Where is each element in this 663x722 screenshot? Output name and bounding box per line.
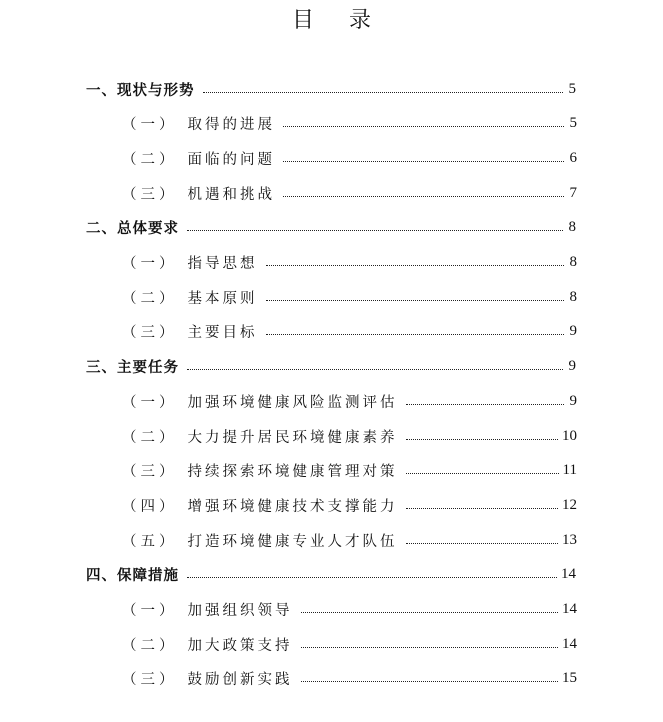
toc-entry-label (122, 287, 258, 308)
toc-entry-number: （三） (122, 672, 178, 689)
toc-entry-text: 指导思想 (187, 256, 258, 272)
toc-subsection-entry[interactable] (122, 178, 577, 208)
dot-leader (406, 543, 559, 544)
toc-entry-label (122, 391, 398, 412)
toc-page-number: 5 (568, 80, 576, 97)
dot-leader (301, 681, 559, 682)
dot-leader (266, 334, 565, 335)
toc-entry-number: （四） (122, 498, 178, 515)
toc-entry-number: （一） (122, 603, 178, 619)
toc-entry-label (86, 79, 195, 100)
toc-entry-text: 增强环境健康技术支撑能力 (187, 498, 398, 515)
toc-subsection-entry[interactable] (122, 629, 577, 659)
toc-entry-text: 加强环境健康风险监测评估 (187, 394, 398, 411)
toc-entry-text: 基本原则 (187, 290, 258, 307)
toc-page-number: 14 (562, 635, 577, 652)
toc-subsection-entry[interactable] (122, 282, 577, 312)
toc-subsection-entry[interactable] (122, 595, 577, 625)
dot-leader (283, 126, 564, 127)
toc-page-number: 12 (562, 496, 577, 513)
toc-entry-label (122, 183, 275, 204)
toc-entry-number: （二） (122, 151, 178, 168)
toc-entry-number: （三） (122, 464, 178, 481)
toc-subsection-entry[interactable] (122, 143, 577, 173)
toc-entry-label (122, 599, 293, 620)
toc-page-number: 8 (569, 254, 577, 270)
toc-subsection-entry[interactable] (122, 664, 577, 694)
toc-subsection-entry[interactable] (122, 317, 577, 347)
toc-section-entry[interactable] (86, 352, 576, 382)
toc-entry-label (122, 321, 258, 342)
toc-entry-number: （二） (122, 290, 178, 307)
toc-page-number: 15 (562, 670, 577, 687)
toc-page-number: 6 (569, 149, 577, 166)
toc-page-number: 7 (569, 184, 577, 201)
toc-entry-number: （二） (122, 637, 178, 654)
toc-entry-label (122, 426, 398, 447)
dot-leader (266, 300, 565, 301)
dot-leader (301, 647, 559, 648)
toc-subsection-entry[interactable] (122, 456, 577, 486)
toc-subsection-entry[interactable] (122, 525, 577, 555)
toc-entry-text: 三、主要任务 (86, 360, 179, 377)
toc-entry-text: 四、保障措施 (86, 568, 179, 585)
toc-entry-text: 大力提升居民环境健康素养 (187, 429, 398, 446)
toc-entry-number: （三） (122, 325, 178, 342)
dot-leader (283, 196, 564, 197)
toc-entry-number: （一） (122, 256, 178, 272)
toc-subsection-entry[interactable] (122, 490, 577, 520)
toc-page-number: 8 (568, 219, 576, 236)
toc-entry-label (122, 634, 293, 655)
toc-entry-label (86, 356, 179, 377)
toc-subsection-entry[interactable] (122, 386, 577, 416)
toc-subsection-entry[interactable] (122, 421, 577, 451)
toc-subsection-entry[interactable] (122, 248, 577, 278)
dot-leader (301, 612, 559, 613)
toc-page-number: 14 (562, 601, 577, 617)
toc-section-entry[interactable] (86, 74, 576, 104)
toc-section-entry[interactable] (86, 560, 576, 590)
toc-page-number: 9 (568, 358, 576, 375)
toc-entry-text: 一、现状与形势 (86, 82, 195, 99)
toc-entry-text: 打造环境健康专业人才队伍 (187, 533, 398, 550)
dot-leader (203, 92, 564, 93)
toc-entry-label (122, 252, 258, 273)
toc-entry-text: 机遇和挑战 (187, 186, 275, 203)
dot-leader (187, 369, 563, 370)
toc-entry-label (122, 668, 293, 689)
toc-entry-text: 持续探索环境健康管理对策 (187, 464, 398, 481)
toc-page-number: 8 (569, 288, 577, 305)
toc-entry-text: 鼓励创新实践 (187, 672, 293, 689)
toc-entry-number: （一） (122, 394, 178, 411)
dot-leader (187, 577, 557, 578)
toc-entry-text: 主要目标 (187, 325, 258, 342)
toc-page-number: 10 (562, 427, 577, 444)
dot-leader (406, 508, 559, 509)
toc-entry-number: （二） (122, 429, 178, 446)
toc-entry-label (122, 113, 275, 134)
toc-entry-label (86, 217, 179, 238)
toc-entry-text: 取得的进展 (187, 117, 275, 134)
page-title: 目 录 (292, 8, 385, 33)
toc-entry-number: （一） (122, 117, 178, 134)
toc-page-number: 14 (561, 566, 576, 583)
toc-entry-label (122, 530, 398, 551)
toc-entry-label (122, 460, 398, 481)
dot-leader (406, 404, 565, 405)
dot-leader (187, 230, 563, 231)
toc-entry-text: 加大政策支持 (187, 637, 293, 654)
toc-entry-text: 二、总体要求 (86, 221, 179, 238)
toc-page-number: 9 (569, 323, 577, 340)
toc-entry-label (122, 148, 275, 169)
toc-section-entry[interactable] (86, 213, 576, 243)
dot-leader (283, 161, 564, 162)
dot-leader (266, 265, 565, 266)
toc-entry-number: （五） (122, 533, 178, 550)
toc-entry-text: 面临的问题 (187, 151, 275, 168)
toc-page-number: 13 (562, 531, 577, 548)
toc-page-number: 5 (569, 115, 577, 132)
toc-subsection-entry[interactable] (122, 109, 577, 139)
dot-leader (406, 473, 559, 474)
dot-leader (406, 439, 559, 440)
toc-entry-label (122, 495, 398, 516)
toc-entry-label (86, 564, 179, 585)
toc-entry-text: 加强组织领导 (187, 603, 293, 619)
toc-page-number: 11 (562, 462, 577, 479)
toc-entry-number: （三） (122, 186, 178, 203)
toc-page-number: 9 (569, 392, 577, 409)
